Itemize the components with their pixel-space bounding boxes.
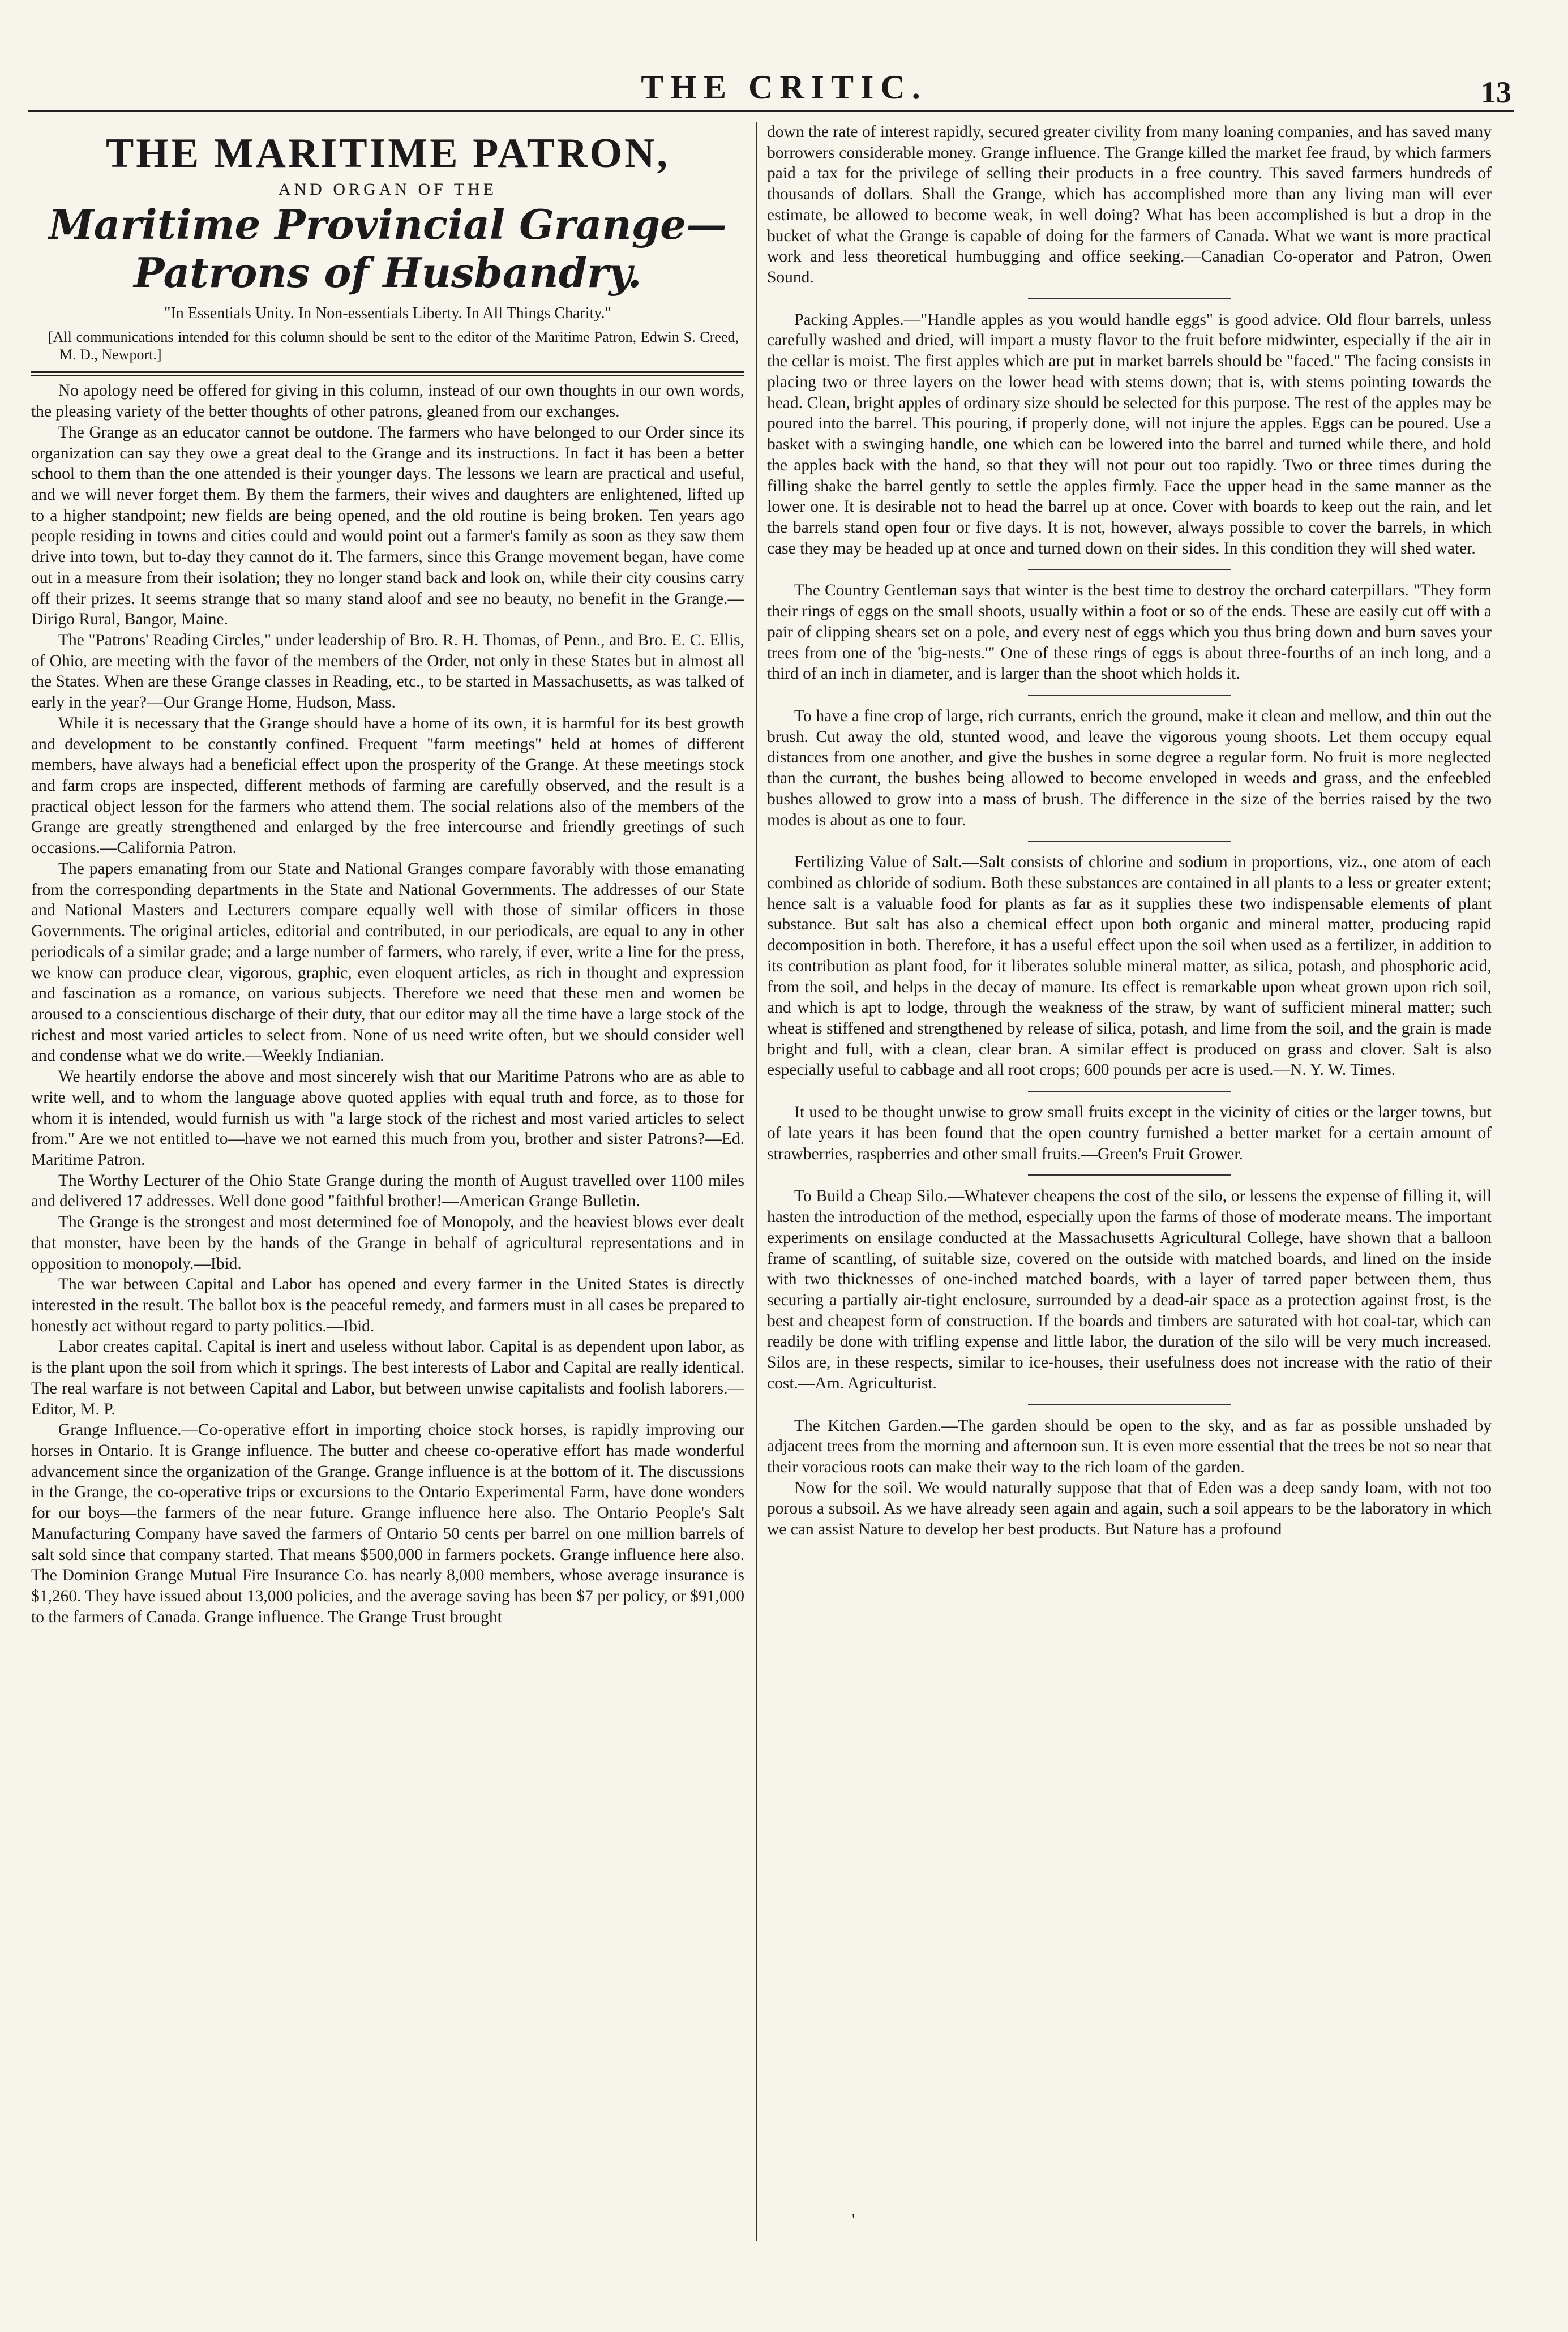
page-number: 13	[1481, 75, 1511, 109]
article-paragraph: Labor creates capital. Capital is inert and useless without labor. Capital is as dependent upon labor, as is the plant upon the soil from which it springs. The best interests of Labor and Capital are really identical. The real warfare is not between Capital and Labor, but between unwise capitalists and foolish laborers.—Editor, M. P.	[31, 1338, 744, 1418]
article-paragraph: The Grange as an educator cannot be outdone. The farmers who have belonged to our Order since its organization can say they owe a great deal to the Grange and its instructions. In fact it has been a better school to them than the one attended is their younger days. The lessons we learn are practical and useful, and we will never forget them. By them the farmers, their wives and daughters are enlightened, lifted up to a higher standpoint; new fields are being opened, and the old routine is being broken. Ten years ago people residing in towns and cities could and would point out a farmer's family as soon as they saw them drive into town, but to-day they cannot do it. The farmers, since this Grange movement began, have come out in a measure from their isolation; they no longer stand back and look on, while their city cousins carry off their prizes. It seems strange that so many stand aloof and see no beauty, no benefit in the Grange.—Dirigo Rural, Bangor, Maine.	[31, 423, 744, 629]
article-small-fruits: It used to be thought unwise to grow small fruits except in the vicinity of cities or the larger towns, but of late years it has been found that the open country furnished a better market for a certain amount of strawberries, raspberries and other small fruits.—Green's Fruit Grower.	[767, 1103, 1492, 1163]
continued-paragraph: down the rate of interest rapidly, secured greater civility from many loaning companies, and has saved many borrowers considerable money. Grange influence. The Grange killed the market fee fraud, by which farmers paid a tax for the privilege of selling their products in a free country. This saved farmers hundreds of thousands of dollars. Shall the Grange, which has accomplished more than any living man will ever estimate, be allowed to become weak, in well doing? What has been accomplished is but a drop in the bucket of what the Grange is capable of doing for the farmers of Canada. What we want is more practical work and less theoretical humbugging and office seeking.—Canadian Co-operator and Patron, Owen Sound.	[767, 123, 1492, 287]
header-rule	[28, 110, 1514, 112]
article-silo: To Build a Cheap Silo.—Whatever cheapens the cost of the silo, or lessens the expense of filling it, will hasten the introduction of the method, especially upon the farms of those of moderate means. The important experiments on ensilage conducted at the Massachusetts Agricultural College, have shown that a balloon frame of scantling, of suitable size, covered on the outside with matched boards, and lined on the inside with two thicknesses of one-inched matched boards, with a layer of tarred paper between them, thus securing a partially air-tight enclosure, surrounded by a dead-air space as a protection against frost, is the best and cheapest form of construction. If the boards and timbers are saturated with hot coal-tar, which can readily be done with trifling expense and little labor, the duration of the silo will be very much increased. Silos are, in these respects, similar to ice-houses, their usefulness does not increase with the ratio of their cost.—Am. Agriculturist.	[767, 1187, 1492, 1392]
column-divider	[756, 122, 757, 2241]
article-paragraph: The "Patrons' Reading Circles," under leadership of Bro. R. H. Thomas, of Penn., and Bro. E. C. Ellis, of Ohio, are meeting with the favor of the members of the Order, not only in these States but in almost all the States. When are these Grange classes in Reading, etc., to be started in Massachusetts, as was talked of early in the year?—Our Grange Home, Hudson, Mass.	[31, 631, 744, 712]
masthead	[31, 130, 744, 363]
article-paragraph: We heartily endorse the above and most sincerely wish that our Maritime Patrons who are as able to write well, and to whom the language above quoted applies with equal truth and force, as to those for whom it is intended, would furnish us with "a large stock of the richest and most varied articles to select from." Are we not entitled to—have we not earned this much from you, brother and sister Patrons?—Ed. Maritime Patron.	[31, 1068, 744, 1169]
article-paragraph: The war between Capital and Labor has opened and every farmer in the United States is directly interested in the result. The ballot box is the peaceful remedy, and farmers must in all cases be prepared to honestly act without regard to party politics.—Ibid.	[31, 1275, 744, 1335]
newspaper-title: THE CRITIC.	[641, 68, 927, 106]
masthead-rule	[31, 371, 744, 373]
page-mark: '	[852, 2210, 855, 2229]
masthead-rule-thin	[31, 375, 744, 376]
article-paragraph: While it is necessary that the Grange should have a home of its own, it is harmful for its best growth and development to be constantly confined. Frequent "farm meetings" held at homes of different members, have always had a beneficial effect upon the prosperity of the Grange. At these meetings stock and farm crops are inspected, different methods of farming are carefully observed, and the result is a practical object lesson for the farmers who attend them. The social relations also of the members of the Grange are greatly strengthened and enlarged by the free intercourse and friendly greetings of such occasions.—California Patron.	[31, 714, 744, 858]
section-separator	[1028, 1091, 1231, 1092]
article-caterpillars: The Country Gentleman says that winter is the best time to destroy the orchard caterpillars. "They form their rings of eggs on the small shoots, usually within a foot or so of the ends. These are easily cut off with a pair of clipping shears set on a pole, and every nest of eggs which you thus bring down and burn saves your trees from one of the 'big-nests.'" One of these rings of eggs is about three-fourths of an inch long, and a third of an inch in diameter, and is larger than the shoot which holds it.	[767, 581, 1492, 683]
masthead-motto: "In Essentials Unity. In Non-essentials Liberty. In All Things Charity."	[164, 305, 611, 322]
section-separator	[1028, 1174, 1231, 1176]
section-separator	[1028, 569, 1231, 570]
article-paragraph: No apology need be offered for giving in this column, instead of our own thoughts in our own words, the pleasing variety of the better thoughts of other patrons, gleaned from our exchanges.	[31, 381, 744, 421]
article-paragraph: Grange Influence.—Co-operative effort in importing choice stock horses, is rapidly improving our horses in Ontario. It is Grange influence. The butter and cheese co-operative effort has made wonderful advancement since the organization of the Grange. Grange influence is at the bottom of it. The discussions in the Grange, the co-operative trips or excursions to the Ontario Experimental Farm, have done wonders for our boys—the farmers of the near future. Grange influence here also. The Ontario People's Salt Manufacturing Company have saved the farmers of Ontario 50 cents per barrel on one million barrels of salt sold since that company started. That means $500,000 in farmers pockets. Grange influence here also. The Dominion Grange Mutual Fire Insurance Co. has nearly 8,000 members, whose average insurance is $1,260. They have issued about 13,000 policies, and the average saving has been $7 per policy, or $91,000 to the farmers of Canada. Grange influence. The Grange Trust brought	[31, 1421, 744, 1626]
left-column	[31, 122, 744, 2241]
right-column	[767, 122, 1492, 2241]
article-salt: Fertilizing Value of Salt.—Salt consists of chlorine and sodium in proportions, viz., one atom of each combined as chloride of sodium. Both these substances are contained in all plants to a less or greater extent; hence salt is a valuable food for plants as far as it supplies these two indispensable elements of plant substance. But salt has also a chemical effect upon both organic and mineral matter, producing rapid decomposition in both. Therefore, it has a useful effect upon the soil when used as a fertilizer, in addition to its contribution as plant food, for it liberates soluble mineral matter, as silica, potash, and phosphoric acid, from the soil, and helps in the decay of manure. Its effect is remarkable upon wheat grown upon rich soil, and which is apt to lodge, through the weakness of the straw, by want of sufficient mineral matter; such wheat is stiffened and strengthened by release of silica, potash, and lime from the soil, and the grain is made bright and full, with a clean, clear bran. A similar effect is produced on grass and clover. Salt is also especially useful to cabbage and all root crops; 600 pounds per acre is used.—N. Y. W. Times.	[767, 853, 1492, 1079]
article-paragraph: The Grange is the strongest and most determined foe of Monopoly, and the heaviest blows ever dealt that monster, have been by the hands of the Grange in behalf of agricultural representations and in opposition to monopoly.—Ibid.	[31, 1213, 744, 1273]
section-separator	[1028, 1404, 1231, 1405]
section-separator	[1028, 841, 1231, 842]
article-kitchen-garden: The Kitchen Garden.—The garden should be open to the sky, and as far as possible unshaded by adjacent trees from the morning and afternoon sun. It is even more essential that the trees be not so near that their voracious roots can make their way to the rich loam of the garden.	[767, 1416, 1492, 1476]
section-separator	[1028, 298, 1231, 299]
masthead-organization: Maritime Provincial Grange—Patrons of Husbandry.	[49, 200, 727, 297]
editor-note: [All communications intended for this column should be sent to the editor of the Maritime Patron, Edwin S. Creed, M. D., Newport.]	[48, 329, 739, 363]
masthead-subtitle: AND ORGAN OF THE	[278, 180, 498, 199]
section-separator	[1028, 695, 1231, 696]
article-packing-apples: Packing Apples.—"Handle apples as you would handle eggs" is good advice. Old flour barrels, unless carefully washed and dried, will impart a musty flavor to the fruit before midwinter, especially if the air in the cellar is moist. The first apples which are put in market barrels should be "faced." The facing consists in placing two or three layers on the lower head with stems down; that is, with stems pointing towards the head. Clean, bright apples of ordinary size should be selected for this purpose. The rest of the apples may be poured into the barrel. This pouring, if properly done, will not injure the apples. Eggs can be poured. Use a basket with a swinging handle, one which can be lowered into the barrel and turned while there, and hold the apples back with the hand, so that they will not pour out too rapidly. Two or three times during the filling shake the barrel gently to settle the apples firmly. Face the upper head in the same manner as the lower one. It is desirable not to head the barrel up at once. Cover with boards to keep out the rain, and let the barrels stand open four or five days. It is not, however, always possible to cover the barrels, in which case they may be headed up at once and turned down on their sides. In this condition they will shed water.	[767, 310, 1492, 558]
article-paragraph: The papers emanating from our State and National Granges compare favorably with those emanating from the corresponding departments in the State and National Governments. The addresses of our State and National Masters and Lecturers compare equally well with those of similar officers in those Governments. The original articles, editorial and contributed, in our periodicals, are equal to any in other periodicals of a similar grade; and a large number of farmers, who rarely, if ever, write a line for the press, we know can produce clear, vigorous, graphic, even eloquent articles, as rich in thought and expression and fascination as a romance, on various subjects. Therefore we need that these men and women be aroused to a conscientious discharge of their duty, that our editor may all the time have a large stock of the richest and most varied articles to select from. None of us need write often, but we should consider well and condense what we do write.—Weekly Indianian.	[31, 859, 744, 1065]
article-paragraph: The Worthy Lecturer of the Ohio State Grange during the month of August travelled over 1100 miles and delivered 17 addresses. Well done good "faithful brother!—American Grange Bulletin.	[31, 1171, 744, 1211]
article-kitchen-garden-continued: Now for the soil. We would naturally suppose that that of Eden was a deep sandy loam, with not too porous a subsoil. As we have already seen again and again, such a soil appears to be the laboratory in which we can assist Nature to develop her best products. But Nature has a profound	[767, 1478, 1492, 1539]
masthead-title: THE MARITIME PATRON,	[105, 130, 670, 177]
article-currants: To have a fine crop of large, rich currants, enrich the ground, make it clean and mellow, and thin out the brush. Cut away the old, stunted wood, and leave the vigorous young shoots. Let them occupy equal distances from one another, and give the bushes in some degree a regular form. No fruit is more neglected than the currant, the bushes being allowed to become enveloped in weeds and grass, and the enfeebled bushes allowed to grow into a mass of brush. The difference in the size of the berries raised by the two modes is about as one to four.	[767, 706, 1492, 829]
